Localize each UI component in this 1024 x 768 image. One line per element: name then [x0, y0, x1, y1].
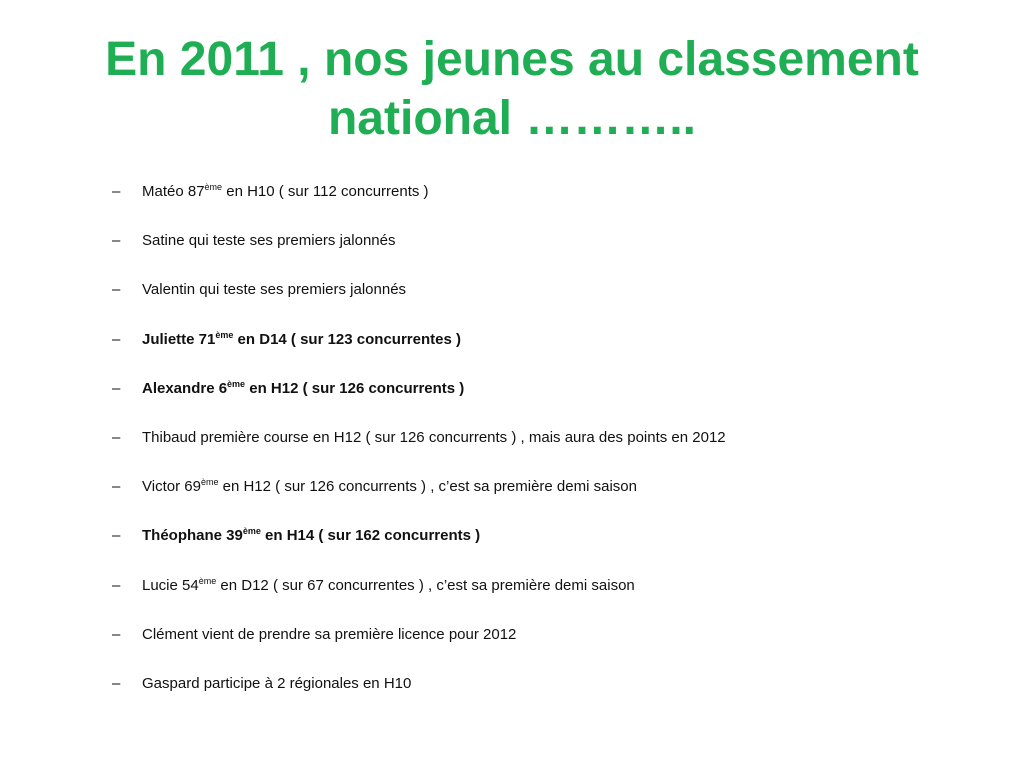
list-item — [0, 571, 1024, 620]
list-item — [0, 325, 1024, 374]
item-text-superscript: ème — [200, 477, 219, 488]
dash-bullet: – — [112, 576, 121, 594]
list-item-text — [142, 472, 637, 502]
slide-title-line-1: En 2011 , nos jeunes au classement — [105, 33, 919, 86]
list-item-text — [142, 374, 464, 404]
item-text-rest: en H10 ( sur 112 concurrents ) — [222, 183, 429, 200]
list-item-text — [142, 177, 429, 207]
list-item-text — [142, 669, 411, 699]
item-text-main: Satine qui teste ses premiers jalonnés — [142, 232, 396, 250]
item-text-superscript: ème — [215, 329, 234, 340]
list-item — [0, 177, 1024, 226]
dash-bullet: – — [112, 674, 121, 692]
dash-bullet: – — [112, 183, 121, 200]
dash-bullet: – — [112, 281, 121, 299]
item-text-main: Victor 69 — [142, 478, 201, 496]
list-item-text — [142, 226, 395, 256]
list-item-text — [142, 571, 635, 601]
item-text-rest: en D14 ( sur 123 concurrentes ) — [233, 330, 461, 348]
list-item — [0, 275, 1024, 324]
item-text-superscript: ème — [198, 575, 217, 586]
item-text-main: Juliette 71 — [142, 330, 216, 348]
item-text-rest: en H14 ( sur 162 concurrents ) — [260, 527, 481, 545]
slide-title — [0, 30, 1024, 148]
item-text-superscript: ème — [227, 378, 246, 389]
list-item — [0, 472, 1024, 521]
list-item — [0, 226, 1024, 275]
dash-bullet: – — [112, 379, 121, 397]
item-text-rest: en D12 ( sur 67 concurrentes ) , c’est sa première demi saison — [216, 576, 635, 594]
list-item — [0, 521, 1024, 570]
item-text-superscript: ème — [204, 182, 223, 192]
item-text-main: Gaspard participe à 2 régionales en H10 — [142, 674, 412, 692]
list-item-text — [142, 521, 480, 551]
item-text-main: Valentin qui teste ses premiers jalonnés — [142, 281, 407, 299]
list-item — [0, 620, 1024, 669]
dash-bullet: – — [112, 527, 121, 545]
results-list — [0, 177, 1024, 718]
list-item — [0, 423, 1024, 472]
item-text-rest: en H12 ( sur 126 concurrents ) — [245, 379, 465, 397]
item-text-main: Matéo 87 — [142, 183, 205, 200]
dash-bullet: – — [112, 330, 121, 348]
list-item-text — [142, 275, 406, 305]
dash-bullet: – — [112, 625, 121, 643]
dash-bullet: – — [112, 478, 121, 496]
item-text-main: Thibaud première course en H12 ( sur 126 concurrents ) , mais aura des points en 2012 — [142, 428, 726, 446]
item-text-main: Clément vient de prendre sa première licence pour 2012 — [142, 625, 517, 643]
item-text-main: Théophane 39 — [142, 527, 243, 545]
item-text-rest: en H12 ( sur 126 concurrents ) , c’est sa première demi saison — [218, 478, 637, 496]
list-item — [0, 374, 1024, 423]
list-item-text — [142, 325, 461, 355]
list-item-text — [142, 423, 726, 453]
slide-title-line-2: national ……….. — [327, 92, 696, 145]
item-text-main: Alexandre 6 — [142, 379, 228, 397]
item-text-main: Lucie 54 — [142, 576, 199, 594]
list-item-text — [142, 620, 516, 650]
dash-bullet: – — [112, 232, 121, 250]
dash-bullet: – — [112, 428, 121, 446]
item-text-superscript: ème — [242, 526, 261, 537]
list-item — [0, 669, 1024, 718]
